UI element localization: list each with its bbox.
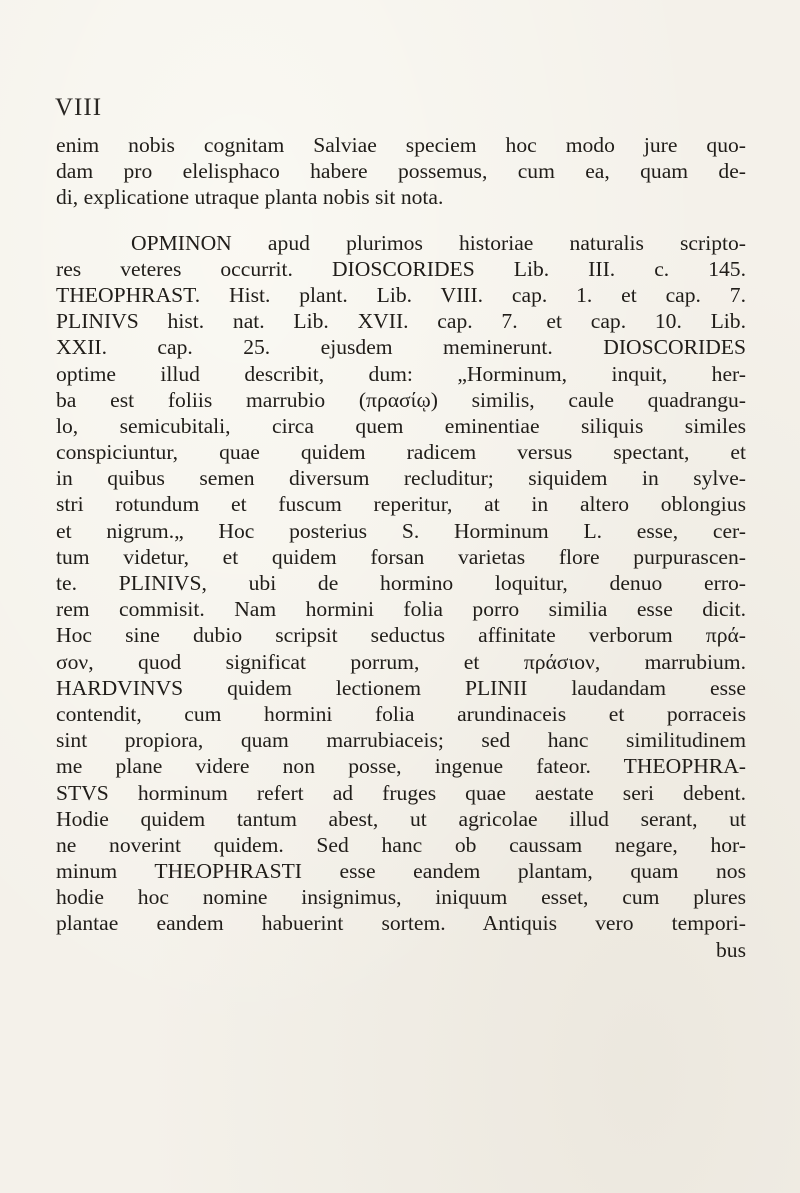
text-line: res veteres occurrit. DIOSCORIDES Lib. III. c. 145. xyxy=(56,256,746,281)
text-line: XXII. cap. 25. ejusdem meminerunt. DIOSCORIDES xyxy=(56,335,746,360)
text-line: OPMINON apud plurimos historiae naturalis scripto- xyxy=(131,230,746,255)
text-line: bus xyxy=(716,937,746,962)
text-line: minum THEOPHRASTI esse eandem plantam, quam nos xyxy=(56,859,746,884)
text-line: Hodie quidem tantum abest, ut agricolae illud serant, ut xyxy=(56,806,746,831)
text-line: σον, quod significat porrum, et πράσιον, marrubium. xyxy=(56,649,746,674)
text-line: in quibus semen diversum recluditur; siquidem in sylve- xyxy=(56,466,746,491)
text-line: conspiciuntur, quae quidem radicem versus spectant, et xyxy=(56,440,746,465)
text-line: ba est foliis marrubio (πρασίῳ) similis, caule quadrangu- xyxy=(56,387,746,412)
text-line: PLINIVS hist. nat. Lib. XVII. cap. 7. et cap. 10. Lib. xyxy=(56,309,746,334)
body-text xyxy=(56,132,746,963)
text-line: sint propiora, quam marrubiaceis; sed hanc similitudinem xyxy=(56,728,746,753)
text-line: et nigrum.„ Hoc posterius S. Horminum L. esse, cer- xyxy=(56,518,746,543)
text-line: THEOPHRAST. Hist. plant. Lib. VIII. cap. 1. et cap. 7. xyxy=(56,282,746,307)
text-line: HARDVINVS quidem lectionem PLINII laudandam esse xyxy=(56,675,746,700)
text-line: lo, semicubitali, circa quem eminentiae siliquis similes xyxy=(56,413,746,438)
page-number: VIII xyxy=(55,94,103,121)
text-line: tum videtur, et quidem forsan varietas flore purpurascen- xyxy=(56,544,746,569)
paragraph-gap xyxy=(56,211,746,230)
text-line: ne noverint quidem. Sed hanc ob caussam negare, hor- xyxy=(56,832,746,857)
text-line: stri rotundum et fuscum reperitur, at in altero oblongius xyxy=(56,492,746,517)
text-line: di, explicatione utraque planta nobis sit nota. xyxy=(56,185,444,210)
text-line: hodie hoc nomine insignimus, iniquum esset, cum plures xyxy=(56,885,746,910)
text-line: plantae eandem habuerint sortem. Antiquis vero tempori- xyxy=(56,911,746,936)
text-line: te. PLINIVS, ubi de hormino loquitur, denuo erro- xyxy=(56,571,746,595)
text-line: enim nobis cognitam Salviae speciem hoc modo jure quo- xyxy=(56,133,746,157)
text-line: me plane videre non posse, ingenue fateor. THEOPHRA- xyxy=(56,754,746,779)
text-line: contendit, cum hormini folia arundinaceis et porraceis xyxy=(56,701,746,726)
text-line: rem commisit. Nam hormini folia porro similia esse dicit. xyxy=(56,597,746,622)
text-line: Hoc sine dubio scripsit seductus affinitate verborum πρά- xyxy=(56,623,746,648)
text-line: optime illud describit, dum: „Horminum, inquit, her- xyxy=(56,361,746,386)
text-line: dam pro elelisphaco habere possemus, cum ea, quam de- xyxy=(56,159,746,184)
text-line: STVS horminum refert ad fruges quae aestate seri debent. xyxy=(56,780,746,805)
